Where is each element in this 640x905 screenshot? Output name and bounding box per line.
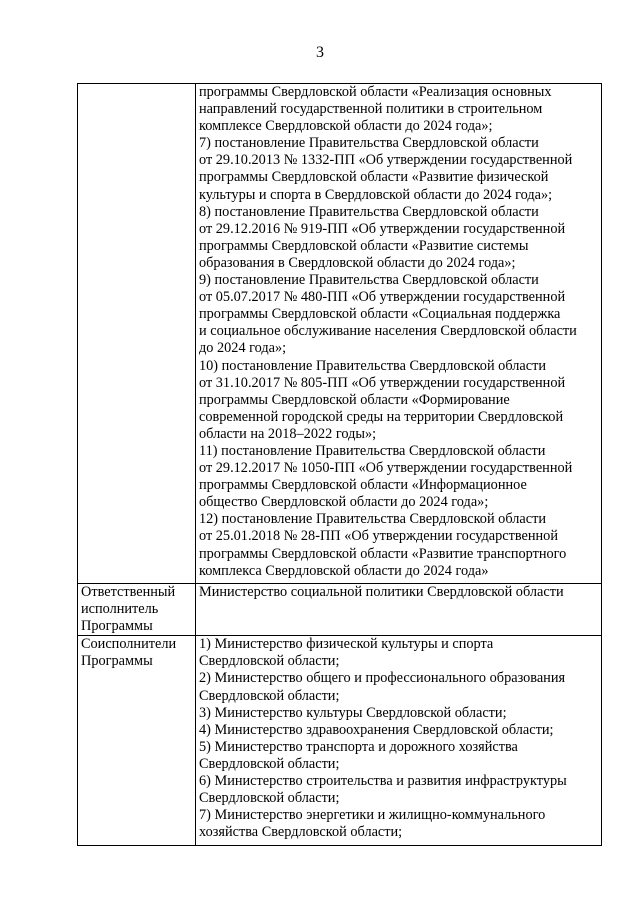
text-line: 7) Министерство энергетики и жилищно-коммунального <box>199 807 546 824</box>
label-line: Ответственный <box>81 584 176 600</box>
text-line: 1) Министерство физической культуры и спорта <box>199 636 494 653</box>
text-line: Свердловской области; <box>199 687 340 704</box>
text-line: культуры и спорта в Свердловской области до 2024 года»; <box>199 186 553 203</box>
text-line: 4) Министерство здравоохранения Свердловской области; <box>199 721 554 738</box>
text-line: комплекса Свердловской области до 2024 года» <box>199 562 489 579</box>
text-line: Министерство социальной политики Свердловской области <box>199 584 564 600</box>
text-line: программы Свердловской области «Информационное <box>199 477 527 494</box>
text-line: Свердловской области; <box>199 790 340 807</box>
text-line: от 31.10.2017 № 805-ПП «Об утверждении государственной <box>199 374 566 391</box>
text-line: 12) постановление Правительства Свердловской области <box>199 511 546 528</box>
text-line: хозяйства Свердловской области; <box>199 824 403 841</box>
text-line: 9) постановление Правительства Свердловской области <box>199 272 539 289</box>
table-row <box>78 584 602 636</box>
text-line: программы Свердловской области «Развитие транспортного <box>199 545 567 562</box>
text-line: 7) постановление Правительства Свердловской области <box>199 135 539 152</box>
text-line: от 05.07.2017 № 480-ПП «Об утверждении государственной <box>199 289 566 306</box>
row-content-cell <box>196 636 602 846</box>
text-line: 6) Министерство строительства и развития инфраструктуры <box>199 773 567 790</box>
text-line: 2) Министерство общего и профессионального образования <box>199 670 566 687</box>
text-line: направлений государственной политики в строительном <box>199 101 543 118</box>
text-line: от 29.12.2016 № 919-ПП «Об утверждении государственной <box>199 220 566 237</box>
row-content-cell <box>196 84 602 584</box>
text-line: общество Свердловской области до 2024 года»; <box>199 494 489 511</box>
program-passport-table <box>77 83 602 846</box>
label-line: исполнитель <box>81 601 159 618</box>
label-line: Программы <box>81 653 153 670</box>
row-content-cell <box>196 584 602 636</box>
text-line: от 29.10.2013 № 1332-ПП «Об утверждении государственной <box>199 152 573 169</box>
text-line: Свердловской области; <box>199 755 340 772</box>
text-line: программы Свердловской области «Развитие физической <box>199 169 549 186</box>
table-row <box>78 84 602 584</box>
text-line: образования в Свердловской области до 2024 года»; <box>199 254 516 271</box>
text-line: и социальное обслуживание населения Свердловской области <box>199 323 577 340</box>
text-line: от 25.01.2018 № 28-ПП «Об утверждении государственной <box>199 528 558 545</box>
row-label-cell <box>78 84 196 584</box>
table-row <box>78 636 602 846</box>
text-line: программы Свердловской области «Реализация основных <box>199 84 552 100</box>
text-line: 11) постановление Правительства Свердловской области <box>199 442 546 459</box>
row-label-cell <box>78 636 196 846</box>
row-label-cell <box>78 584 196 636</box>
text-line: от 29.12.2017 № 1050-ПП «Об утверждении государственной <box>199 460 573 477</box>
text-line: Свердловской области; <box>199 653 340 670</box>
page-number: 3 <box>316 44 324 61</box>
text-line: программы Свердловской области «Формирование <box>199 391 510 408</box>
text-line: программы Свердловской области «Социальная поддержка <box>199 306 561 323</box>
label-line: Программы <box>81 618 153 635</box>
text-line: до 2024 года»; <box>199 340 287 357</box>
text-line: 8) постановление Правительства Свердловской области <box>199 203 539 220</box>
label-line: Соисполнители <box>81 636 177 653</box>
text-line: современной городской среды на территории Свердловской <box>199 408 564 425</box>
text-line: комплексе Свердловской области до 2024 года»; <box>199 118 493 135</box>
text-line: области на 2018–2022 годы»; <box>199 425 377 442</box>
text-line: 10) постановление Правительства Свердловской области <box>199 357 546 374</box>
text-line: программы Свердловской области «Развитие системы <box>199 237 529 254</box>
text-line: 5) Министерство транспорта и дорожного хозяйства <box>199 738 518 755</box>
text-line: 3) Министерство культуры Свердловской области; <box>199 704 507 721</box>
